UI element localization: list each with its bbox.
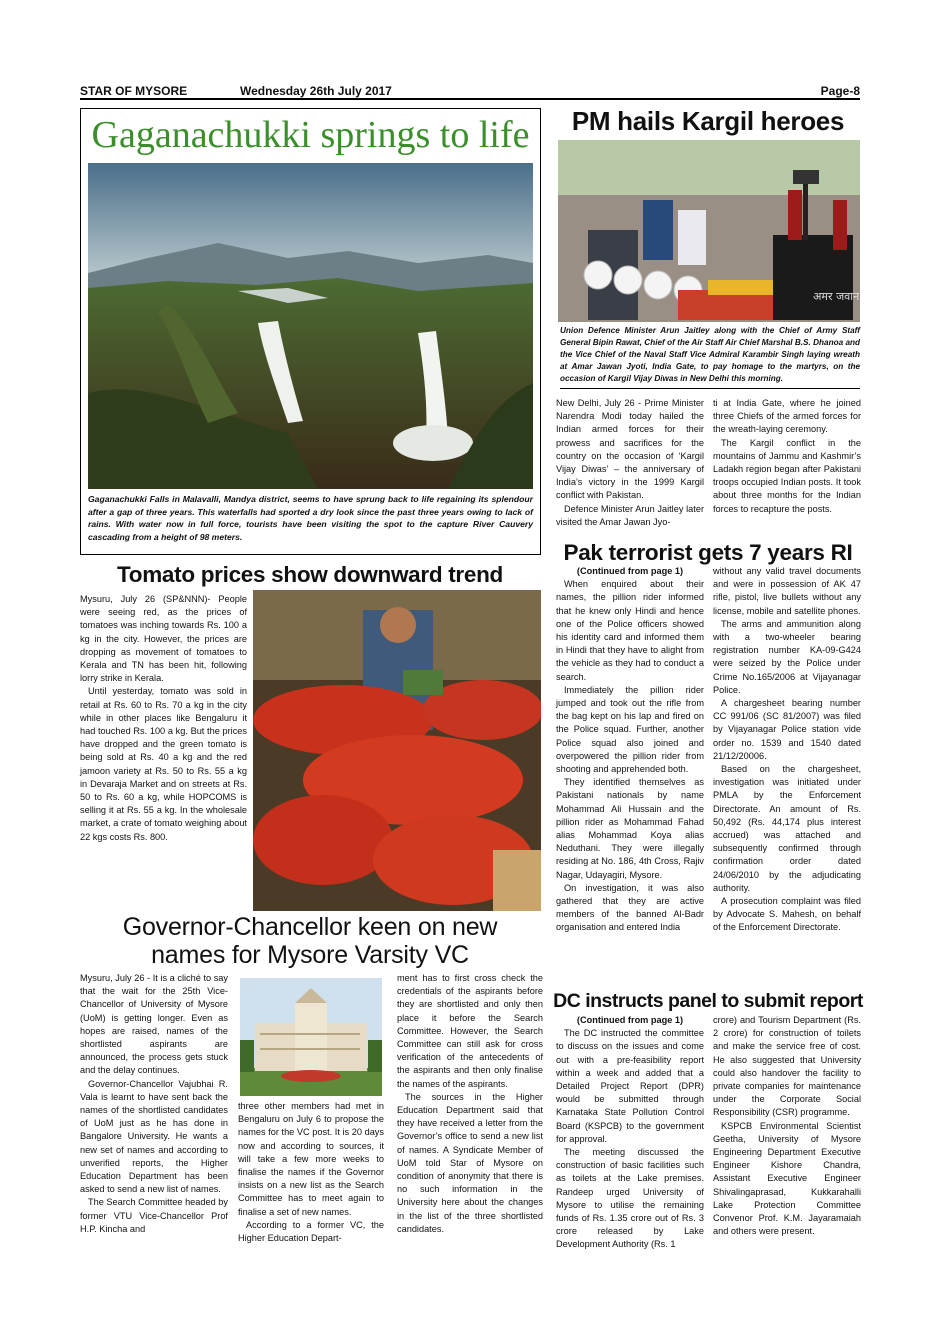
terrorist-para-2: Immediately the pillion rider jumped and took out the rifle from the bag kept on his lap and fired on the Police squad. Further, another Police squad also joined and overpowered the pillion rider from shooting and apprehended both. — [556, 684, 704, 775]
governor-headline — [76, 913, 544, 969]
terrorist-col-2 — [713, 565, 861, 985]
governor-para-7: The sources in the Higher Education Department said that they have received a letter from the Governor’s office to send a new list of names. A Syndicate Member of UoM told Star of Mysore on condition of anonymity that there is no such information in the University here about the changes in the list of the three shortlisted candidates. — [397, 1091, 543, 1234]
tomato-para-2: Until yesterday, tomato was sold in retail at Rs. 60 to Rs. 70 a kg in the city while in other places like Bengaluru it had touched Rs. 100 a kg. But the prices have dropped and the green tomato is being sold at Rs. 40 a kg and the red jamoon variety at Rs. 50 to Rs. 55 a kg in Devaraja Market and on streets at Rs. 50 to Rs. 60 a kg, while HOPCOMS is selling it at Rs. 55 a kg. In the wholesale market, a crate of tomato weighing about 22 kgs costs Rs. 800. — [80, 686, 247, 842]
dc-para-2: The meeting discussed the construction of basic facilities such as toilets at the Lake premises. Randeep urged University of Mysore to utilise the remaining funds of Rs. 1.35 crore out of Rs. 3 crore released by Lake Development Authority (Rs. 1 — [556, 1147, 704, 1250]
paper-name: STAR OF MYSORE — [80, 84, 188, 98]
gaganachukki-caption: Gaganachukki Falls in Malavalli, Mandya district, seems to have sprung back to life regaining its splendour after a gap of three years. This waterfalls had sported a dry look since the past three years owing to lack of rains. With water now in full force, tourists have been visiting the spot to the capture River Cauvery cascading from a height of 98 meters. — [88, 494, 533, 542]
dc-col-1 — [556, 1014, 704, 1269]
terrorist-para-8: Based on the chargesheet, investigation was initiated under PMLA by the Enforcement Directorate. An amount of Rs. 50,492 (Rs. 44,174 plus interest accrued) was attached and subsequently confirmed through confirmation order dated 24/06/2010 by the adjudicating authority. — [713, 764, 861, 893]
kargil-col-1 — [556, 397, 704, 535]
kargil-para-1: New Delhi, July 26 - Prime Minister Narendra Modi today hailed the Indian armed forces for their prowess and sacrifices for the country on the occasion of ‘Kargil Vijay Diwas’ – the anniversary of India’s victory in the 1999 Kargil conflict with Pakistan. — [556, 398, 704, 501]
kargil-photo — [558, 140, 860, 322]
amar-jawan-inscription: अमर जवान — [813, 290, 860, 303]
governor-para-1: Mysuru, July 26 - It is a cliché to say that the wait for the 25th Vice-Chancellor of University of Mysore (UoM) is getting longer. Even as hopes are raised, names of the shortlisted aspirants are announced, the process gets stuck and the delay continues. — [80, 973, 228, 1076]
terrorist-para-5: without any valid travel documents and were in possession of AK 47 rifle, pistol, live bullets without any license, mobile and satellite phones. — [713, 566, 861, 616]
governor-para-5: According to a former VC, the Higher Education Depart- — [238, 1219, 384, 1244]
dc-headline: DC instructs panel to submit report — [553, 990, 863, 1012]
tomato-para-1: Mysuru, July 26 (SP&NNN)- People were seeing red, as the prices of tomatoes was inching towards Rs. 100 a kg in the city. However, the prices are dropping as movement of tomatoes to Kerala and TN has been hit, following lorry strike in Kerala. — [80, 594, 247, 684]
dc-para-4: KSPCB Environmental Scientist Geetha, University of Mysore Engineering Department Executive Engineer Kishore Chandra, Assistant Executive Engineer Shivalingaprasad, Kukkarahalli Lake Protection Committee Convenor Prof. K.M. Jayaramaiah and others were present. — [713, 1120, 861, 1237]
governor-para-4: three other members had met in Bengaluru on July 6 to propose the names for the VC post. It is 20 days now and according to sources, it will take a few more weeks to finalise the names if the Governor insists on a new list as the Search Committee has to meet again to finalise a set of new names. — [238, 1101, 384, 1217]
gaganachukki-headline: Gaganachukki springs to life — [91, 114, 530, 156]
waterfall-photo — [88, 163, 533, 489]
terrorist-headline: Pak terrorist gets 7 years RI — [563, 540, 853, 565]
governor-col-3 — [397, 972, 543, 1267]
kargil-para-4: The Kargil conflict in the mountains of Jammu and Kashmir’s Ladakh region began after Pakistani troops occupied Indian posts. It took about three months for the Indian forces to recapture the posts. — [713, 437, 861, 514]
kargil-col-2 — [713, 397, 861, 535]
governor-headline-line-1: Governor-Chancellor keen on new — [122, 913, 498, 941]
dc-para-3: crore) and Tourism Department (Rs. 2 crore) for construction of toilets and make the service free of cost. He also suggested that University could also handover the facility to private companies for maintenance under the Corporate Social Responsibility (CSR) programme. — [713, 1015, 861, 1118]
governor-para-2: Governor-Chancellor Vajubhai R. Vala is learnt to have sent back the names of the shortlisted candidates of UoM just as he has done in Bangalore University. He wants a new set of names and according to unverified reports, the Higher Education Department has been asked to send a new list of names. — [80, 1078, 228, 1195]
dc-para-1: The DC instructed the committee to discuss on the issues and come out with a pre-feasibility report within a week and added that a Detailed Project Report (DPR) would be submitted through Karnataka State Pollution Control Board (KSPCB) to the government for approval. — [556, 1028, 704, 1144]
issue-date: Wednesday 26th July 2017 — [240, 84, 392, 98]
terrorist-continued: (Continued from page 1) — [576, 566, 684, 576]
kargil-caption: Union Defence Minister Arun Jaitley along with the Chief of Army Staff General Bipin Rawat, Chief of the Air Staff Air Chief Marshal B.S. Dhanoa and the Vice Chief of the Naval Staff Vice Admiral Karambir Singh laying wreath at Amar Jawan Jyoti, India Gate, to pay homage to the martyrs, on the occasion of Kargil Vijay Diwas in New Delhi this morning. — [560, 325, 860, 389]
kargil-para-2: Defence Minister Arun Jaitley later visited the Amar Jawan Jyo- — [556, 503, 704, 527]
governor-col-2 — [238, 1100, 384, 1268]
governor-para-3: The Search Committee headed by former VTU Vice-Chancellor Prof H.P. Kincha and — [80, 1197, 228, 1234]
governor-headline-line-2: names for Mysore Varsity VC — [151, 941, 469, 969]
terrorist-para-3: They identified themselves as Pakistani nationals by name Mohammad Ali Hussain and the pillion rider as Mohammad Fahad alias Mohammad Koya alias Neduthani. They were illegally residing at No. 186, 4th Cross, Rajiv Nagar, Udayagiri, Mysore. — [556, 777, 704, 880]
university-photo — [240, 978, 382, 1096]
masthead — [80, 84, 860, 100]
terrorist-para-1: When enquired about their names, the pillion rider informed that he knew only Hindi and hence one of the Police officers showed his identity card and informed them in Hindi that they have to alight from the vehicle as they had to conduct a search. — [556, 579, 704, 682]
terrorist-para-6: The arms and ammunition along with a two-wheeler bearing registration number KA-09-G424 were seized by the Police under Crime No.165/2006 at Vijayanagar Police. — [713, 618, 861, 695]
tomato-col — [80, 593, 247, 913]
governor-para-6: ment has to first cross check the credentials of the aspirants before they are shortlisted and only then place it before the Search Committee. However, the Search Committee can still ask for cross verification of the antecedents of the aspirants and then only finalise the names of the aspirants. — [397, 973, 543, 1089]
terrorist-para-7: A chargesheet bearing number CC 991/06 (SC 81/2007) was filed by Vijayanagar Police station vide order no. 1539 and 1540 dated 21/12/20006. — [713, 698, 861, 761]
kargil-para-3: ti at India Gate, where he joined three Chiefs of the armed forces for the wreath-laying ceremony. — [713, 398, 861, 435]
terrorist-para-9: A prosecution complaint was filed by Advocate S. Mahesh, on behalf of the Enforcement Directorate. — [713, 896, 861, 933]
terrorist-col-1 — [556, 565, 704, 985]
governor-col-1 — [80, 972, 228, 1267]
page-number: Page-8 — [820, 84, 860, 98]
kargil-headline: PM hails Kargil heroes — [571, 106, 845, 136]
tomato-photo — [253, 590, 541, 911]
terrorist-para-4: On investigation, it was also gathered that they are active members of the banned Al-Badr organisation and entered India — [556, 882, 704, 933]
tomato-headline: Tomato prices show downward trend — [117, 562, 503, 587]
dc-continued: (Continued from page 1) — [576, 1015, 684, 1025]
dc-col-2 — [713, 1014, 861, 1269]
